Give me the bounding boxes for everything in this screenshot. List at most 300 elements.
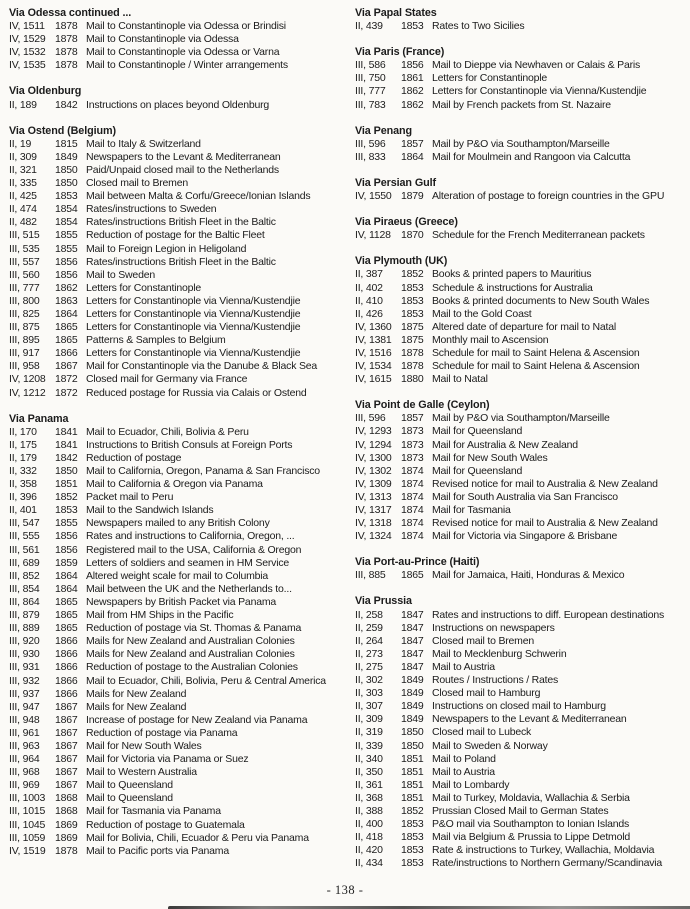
entry-year: 1878: [401, 346, 424, 359]
entry-year: 1865: [55, 334, 78, 347]
entry-ref: III, 535: [9, 242, 40, 255]
entry-ref: IV, 1615: [355, 373, 392, 386]
entry-ref: II, 309: [9, 150, 37, 163]
index-section: [355, 7, 687, 33]
index-section: [355, 125, 687, 164]
entry-desc: Mail for Victoria via Panama or Suez: [86, 753, 249, 766]
entry-year: 1851: [55, 478, 78, 491]
entry-desc: Mail for Queensland: [432, 464, 523, 477]
entry-ref: II, 332: [9, 465, 37, 477]
entry-ref: III, 561: [9, 543, 40, 556]
entry-year: 1849: [401, 713, 424, 726]
entry-year: 1878: [55, 844, 78, 857]
entry-year: 1867: [55, 779, 78, 792]
entry-desc: Letters for Constantinople via Vienna/Kustendjie: [432, 85, 647, 98]
entry-year: 1850: [401, 739, 424, 752]
entry-ref: II, 302: [355, 674, 383, 687]
entry-ref: III, 1059: [9, 831, 46, 844]
entry-year: 1874: [401, 504, 424, 516]
entry-row: [9, 229, 349, 242]
entry-ref: IV, 1324: [355, 530, 392, 543]
entry-ref: III, 596: [355, 137, 386, 150]
entry-row: [355, 308, 687, 321]
entry-year: 1878: [55, 33, 78, 46]
entry-year: 1865: [401, 569, 424, 582]
entry-desc: Mail to Pacific ports via Panama: [86, 844, 229, 857]
entry-row: [9, 347, 349, 360]
entry-year: 1869: [55, 818, 78, 831]
entry-row: [355, 661, 687, 674]
entry-year: 1852: [55, 491, 78, 504]
entry-ref: II, 439: [355, 20, 383, 33]
entry-row: [9, 714, 349, 727]
section-heading: Via Ostend (Belgium): [9, 124, 116, 137]
entry-ref: II, 339: [355, 739, 383, 752]
entry-row: [9, 439, 349, 452]
entry-ref: III, 875: [9, 321, 40, 334]
entry-ref: III, 969: [9, 779, 40, 792]
entry-desc: Mail for Bolivia, Chili, Ecuador & Peru via Panama: [86, 831, 309, 844]
entry-row: [9, 609, 349, 622]
entry-row: [355, 229, 687, 242]
entry-year: 1865: [55, 321, 78, 334]
entry-row: [9, 661, 349, 674]
entry-desc: Prussian Closed Mail to German States: [432, 804, 609, 817]
entry-ref: II, 259: [355, 621, 383, 634]
entry-year: 1870: [401, 229, 424, 242]
entry-year: 1864: [55, 582, 78, 595]
entry-ref: III, 968: [9, 766, 40, 779]
entry-row: [9, 59, 349, 72]
entry-ref: IV, 1208: [9, 373, 46, 386]
entry-desc: Altered date of departure for mail to Natal: [432, 320, 617, 333]
entry-ref: III, 964: [9, 753, 40, 766]
entry-row: [9, 557, 349, 570]
entry-desc: Reduction of postage via Panama: [86, 726, 238, 739]
entry-desc: Mail between Malta & Corfu/Greece/Ionian Islands: [86, 190, 311, 203]
entry-ref: II, 358: [9, 478, 37, 491]
entry-desc: Rates and instructions to California, Oregon, ...: [86, 530, 295, 543]
entry-year: 1867: [55, 360, 78, 373]
entry-year: 1878: [401, 360, 424, 373]
entry-year: 1865: [55, 622, 78, 635]
entry-ref: II, 418: [355, 831, 383, 844]
entry-row: [9, 295, 349, 308]
entry-desc: Mail to Dieppe via Newhaven or Calais & Paris: [432, 59, 641, 72]
entry-desc: Mail to Foreign Legion in Heligoland: [86, 242, 247, 255]
entry-ref: III, 1015: [9, 805, 46, 818]
entry-desc: Mail to Poland: [432, 752, 496, 765]
entry-row: [355, 282, 687, 295]
entry-row: [9, 269, 349, 282]
entry-ref: IV, 1511: [9, 20, 45, 33]
section-heading: Via Plymouth (UK): [355, 255, 448, 268]
entry-ref: III, 854: [9, 582, 40, 595]
entry-ref: IV, 1535: [9, 59, 46, 72]
section-heading: Via Oldenburg: [9, 85, 82, 98]
entry-ref: II, 350: [355, 765, 383, 778]
entry-year: 1874: [401, 490, 424, 503]
entry-ref: III, 885: [355, 569, 386, 582]
entry-year: 1865: [55, 609, 78, 622]
entry-ref: IV, 1381: [355, 333, 392, 346]
entry-desc: Mail from HM Ships in the Pacific: [86, 609, 234, 622]
entry-row: [355, 412, 687, 425]
entry-row: [9, 99, 349, 112]
entry-ref: III, 783: [355, 98, 386, 111]
entry-desc: Mail for Australia & New Zealand: [432, 438, 578, 451]
entry-ref: III, 932: [9, 674, 40, 687]
entry-year: 1872: [55, 386, 78, 399]
entry-desc: Packet mail to Peru: [86, 491, 174, 504]
entry-desc: Instructions on places beyond Oldenburg: [86, 98, 270, 111]
entry-year: 1874: [401, 517, 424, 530]
entry-row: [9, 190, 349, 203]
entry-desc: Closed mail to Hamburg: [432, 687, 541, 700]
entry-desc: Mail to Ecuador, Chili, Bolivia & Peru: [86, 425, 249, 438]
entry-desc: Mail to California & Oregon via Panama: [86, 478, 263, 491]
entry-desc: Mail to Mecklenburg Schwerin: [432, 647, 567, 660]
entry-row: [9, 596, 349, 609]
entry-desc: Books & printed documents to New South Wales: [432, 294, 650, 307]
entry-desc: Mails for New Zealand and Australian Colonies: [86, 635, 295, 648]
index-section: [355, 595, 687, 870]
entry-year: 1878: [55, 46, 78, 59]
entry-year: 1862: [401, 85, 424, 98]
entry-ref: IV, 1529: [9, 33, 46, 46]
entry-year: 1864: [401, 150, 424, 163]
entry-desc: Routes / Instructions / Rates: [432, 674, 559, 687]
entry-row: [9, 740, 349, 753]
entry-row: [9, 177, 349, 190]
entry-year: 1866: [55, 661, 78, 674]
entry-row: [9, 478, 349, 491]
entry-ref: II, 309: [355, 713, 383, 726]
entry-desc: Closed mail for Germany via France: [86, 373, 248, 386]
entry-row: [9, 203, 349, 216]
entry-ref: III, 833: [355, 150, 386, 163]
entry-row: [9, 753, 349, 766]
entry-row: [9, 256, 349, 269]
entry-year: 1863: [55, 294, 78, 307]
entry-year: 1857: [401, 137, 424, 150]
entry-ref: III, 560: [9, 268, 40, 281]
entry-year: 1850: [55, 163, 78, 176]
entry-row: [355, 857, 687, 870]
entry-row: [355, 373, 687, 386]
entry-desc: Reduction of postage for the Baltic Fleet: [86, 229, 265, 242]
entry-row: [9, 46, 349, 59]
entry-year: 1878: [55, 59, 78, 72]
entry-ref: II, 264: [355, 634, 383, 647]
entry-year: 1853: [401, 20, 424, 33]
entry-year: 1850: [55, 465, 78, 477]
entry-year: 1852: [401, 804, 424, 817]
entry-year: 1867: [55, 700, 78, 713]
entry-desc: Newspapers mailed to any British Colony: [86, 517, 270, 530]
entry-ref: II, 19: [9, 137, 32, 150]
entry-ref: II, 402: [355, 281, 383, 294]
entry-row: [355, 478, 687, 491]
section-heading: Via Paris (France): [355, 46, 445, 59]
entry-row: [355, 700, 687, 713]
entry-desc: Mail to Constantinople via Odessa or Brindisi: [86, 20, 286, 33]
entry-row: [9, 727, 349, 740]
entry-year: 1849: [401, 674, 424, 687]
entry-row: [355, 713, 687, 726]
entry-row: [355, 295, 687, 308]
entry-ref: II, 303: [355, 687, 383, 700]
entry-year: 1847: [401, 634, 424, 647]
entry-year: 1879: [401, 190, 424, 203]
entry-ref: III, 515: [9, 229, 40, 242]
entry-desc: Rate & instructions to Turkey, Wallachia, Moldavia: [432, 844, 655, 857]
entry-row: [9, 373, 349, 386]
entry-desc: Mail for Moulmein and Rangoon via Calcutta: [432, 150, 631, 163]
entry-row: [355, 465, 687, 478]
entry-desc: Rates/instructions British Fleet in the Baltic: [86, 216, 276, 229]
entry-desc: Mail to Natal: [432, 373, 488, 386]
entry-ref: IV, 1534: [355, 360, 392, 373]
entry-year: 1856: [401, 59, 424, 72]
entry-desc: Monthly mail to Ascension: [432, 333, 549, 346]
entry-year: 1851: [401, 752, 424, 765]
entry-row: [9, 20, 349, 33]
entry-ref: III, 920: [9, 635, 40, 648]
entry-row: [355, 648, 687, 661]
entry-ref: III, 963: [9, 739, 40, 752]
entry-row: [9, 635, 349, 648]
entry-desc: Mail for New South Wales: [432, 451, 548, 464]
entry-year: 1841: [55, 425, 78, 438]
entry-row: [355, 491, 687, 504]
entry-desc: Closed mail to Bremen: [432, 634, 535, 647]
entry-row: [9, 387, 349, 400]
entry-ref: III, 931: [9, 661, 40, 674]
entry-ref: III, 596: [355, 412, 386, 425]
entry-year: 1862: [55, 281, 78, 294]
entry-ref: II, 425: [9, 190, 37, 203]
entry-row: [355, 792, 687, 805]
entry-row: [355, 59, 687, 72]
entry-row: [9, 517, 349, 530]
entry-desc: Letters for Constantinople: [432, 72, 548, 85]
entry-year: 1847: [401, 608, 424, 621]
entry-year: 1849: [55, 150, 78, 163]
entry-ref: II, 420: [355, 844, 383, 857]
entry-desc: Closed mail to Bremen: [86, 177, 189, 190]
section-heading: Via Port-au-Prince (Haiti): [355, 556, 480, 569]
entry-desc: Books & printed papers to Mauritius: [432, 268, 592, 281]
section-heading: Via Papal States: [355, 7, 437, 19]
entry-ref: II, 400: [355, 818, 383, 831]
entry-row: [9, 334, 349, 347]
entry-year: 1855: [55, 242, 78, 255]
entry-ref: II, 426: [355, 307, 383, 320]
entry-desc: Mail to Austria: [432, 765, 495, 778]
entry-desc: Altered weight scale for mail to Columbia: [86, 569, 269, 582]
entry-year: 1878: [55, 20, 78, 33]
entry-desc: Mails for New Zealand and Australian Colonies: [86, 648, 295, 661]
entry-ref: III, 777: [9, 281, 40, 294]
entry-year: 1853: [401, 294, 424, 307]
entry-year: 1855: [55, 517, 78, 530]
entry-row: [355, 151, 687, 164]
entry-ref: IV, 1516: [355, 346, 392, 359]
entry-year: 1853: [401, 857, 424, 870]
entry-desc: Mail for Tasmania via Panama: [86, 805, 221, 818]
entry-desc: Schedule for mail to Saint Helena & Ascension: [432, 346, 640, 359]
entry-desc: Mail to the Sandwich Islands: [86, 504, 214, 517]
entry-year: 1866: [55, 635, 78, 648]
entry-desc: Mail to Lombardy: [432, 778, 510, 791]
entry-year: 1847: [401, 660, 424, 673]
entry-row: [9, 688, 349, 701]
entry-desc: Newspapers to the Levant & Mediterranean: [432, 713, 627, 726]
entry-desc: Mail by P&O via Southampton/Marseille: [432, 412, 610, 425]
entry-year: 1842: [55, 98, 78, 111]
entry-ref: IV, 1212: [9, 386, 46, 399]
entry-year: 1866: [55, 687, 78, 700]
entry-row: [9, 648, 349, 661]
entry-desc: Revised notice for mail to Australia & New Zealand: [432, 477, 658, 490]
entry-desc: Reduction of postage to Guatemala: [86, 818, 245, 831]
entry-ref: II, 396: [9, 491, 37, 504]
entry-ref: IV, 1313: [355, 490, 392, 503]
entry-ref: III, 586: [355, 59, 386, 72]
entry-desc: Reduction of postage: [86, 451, 182, 464]
entry-year: 1866: [55, 648, 78, 661]
entry-desc: Alteration of postage to foreign countries in the GPU: [432, 190, 665, 203]
entry-year: 1867: [55, 739, 78, 752]
index-section: [355, 216, 687, 242]
entry-desc: Newspapers to the Levant & Mediterranean: [86, 150, 281, 163]
entry-row: [355, 138, 687, 151]
entry-row: [355, 72, 687, 85]
entry-desc: Mail to the Gold Coast: [432, 307, 532, 320]
entry-ref: IV, 1294: [355, 438, 392, 451]
entry-year: 1853: [401, 307, 424, 320]
entry-desc: Mail for Constantinople via the Danube & Black Sea: [86, 360, 318, 373]
entry-year: 1872: [55, 373, 78, 386]
entry-ref: IV, 1360: [355, 320, 392, 333]
entry-year: 1867: [55, 766, 78, 779]
entry-desc: Schedule for mail to Saint Helena & Ascension: [432, 360, 640, 373]
index-section: [355, 46, 687, 111]
entry-ref: III, 825: [9, 307, 40, 320]
entry-ref: III, 800: [9, 294, 40, 307]
entry-desc: Letters of soldiers and seamen in HM Service: [86, 556, 290, 569]
entry-ref: IV, 1300: [355, 451, 392, 464]
entry-year: 1855: [55, 229, 78, 242]
entry-ref: III, 864: [9, 595, 40, 608]
entry-year: 1873: [401, 425, 424, 438]
entry-ref: II, 368: [355, 791, 383, 804]
entry-year: 1866: [55, 347, 78, 360]
entry-desc: Letters for Constantinople via Vienna/Kustendjie: [86, 347, 301, 360]
entry-desc: Reduced postage for Russia via Calais or Ostend: [86, 386, 307, 399]
entry-year: 1851: [401, 778, 424, 791]
entry-row: [9, 360, 349, 373]
entry-desc: Mail for New South Wales: [86, 739, 202, 752]
entry-desc: Mail via Belgium & Prussia to Lippe Detmold: [432, 831, 630, 844]
entry-row: [355, 439, 687, 452]
entry-ref: II, 361: [355, 778, 383, 791]
entry-year: 1874: [401, 464, 424, 477]
entry-year: 1856: [55, 543, 78, 556]
entry-desc: Letters for Constantinople via Vienna/Kustendjie: [86, 321, 301, 334]
entry-year: 1841: [55, 438, 78, 451]
entry-ref: IV, 1309: [355, 477, 392, 490]
entry-year: 1849: [401, 687, 424, 700]
entry-year: 1867: [55, 726, 78, 739]
entry-desc: Rates/instructions British Fleet in the Baltic: [86, 255, 276, 268]
entry-desc: Mail by French packets from St. Nazaire: [432, 98, 611, 111]
entry-year: 1862: [401, 98, 424, 111]
entry-year: 1857: [401, 412, 424, 425]
entry-row: [355, 334, 687, 347]
entry-row: [9, 426, 349, 439]
entry-ref: II, 410: [355, 294, 383, 307]
entry-row: [9, 675, 349, 688]
entry-ref: II, 258: [355, 608, 383, 621]
entry-year: 1861: [401, 72, 424, 85]
entry-row: [9, 308, 349, 321]
entry-year: 1859: [55, 556, 78, 569]
entry-ref: II, 434: [355, 857, 383, 870]
section-heading: Via Persian Gulf: [355, 176, 437, 189]
entry-desc: Mail to Italy & Switzerland: [86, 137, 201, 150]
entry-row: [9, 465, 349, 478]
entry-row: [9, 504, 349, 517]
entry-row: [9, 321, 349, 334]
entry-desc: Mail to Constantinople via Odessa: [86, 33, 239, 46]
entry-desc: Mail to California, Oregon, Panama & San Francisco: [86, 465, 320, 477]
entry-desc: Mail to Sweden: [86, 268, 155, 281]
entry-desc: Mails for New Zealand: [86, 700, 187, 713]
entry-year: 1868: [55, 792, 78, 805]
entry-desc: Revised notice for mail to Australia & New Zealand: [432, 517, 658, 530]
entry-row: [355, 753, 687, 766]
entry-ref: II, 340: [355, 752, 383, 765]
page-number: - 138 -: [326, 883, 364, 897]
entry-ref: III, 852: [9, 569, 40, 582]
entry-ref: II, 474: [9, 203, 37, 216]
entry-row: [355, 347, 687, 360]
entry-ref: III, 555: [9, 530, 40, 543]
entry-ref: III, 937: [9, 687, 40, 700]
entry-year: 1853: [55, 190, 78, 203]
entry-year: 1853: [401, 281, 424, 294]
entry-row: [355, 85, 687, 98]
entry-year: 1854: [55, 216, 78, 229]
entry-ref: III, 961: [9, 726, 40, 739]
entry-desc: Rates and instructions to diff. European destinations: [432, 608, 665, 621]
entry-desc: Mail for Jamaica, Haiti, Honduras & Mexico: [432, 569, 625, 582]
entry-desc: P&O mail via Southampton to Ionian Islands: [432, 818, 630, 831]
index-section: [9, 7, 349, 72]
entry-row: [9, 766, 349, 779]
entry-ref: III, 1003: [9, 792, 46, 805]
entry-ref: IV, 1317: [355, 504, 392, 516]
entry-ref: II, 189: [9, 98, 37, 111]
entry-desc: Reduction of postage via St. Thomas & Panama: [86, 622, 302, 635]
entry-desc: Letters for Constantinople via Vienna/Kustendjie: [86, 294, 301, 307]
section-heading: Via Penang: [355, 124, 413, 137]
section-heading: Via Odessa continued ...: [9, 7, 132, 19]
entry-desc: Mail for Tasmania: [432, 504, 511, 516]
entry-row: [355, 452, 687, 465]
